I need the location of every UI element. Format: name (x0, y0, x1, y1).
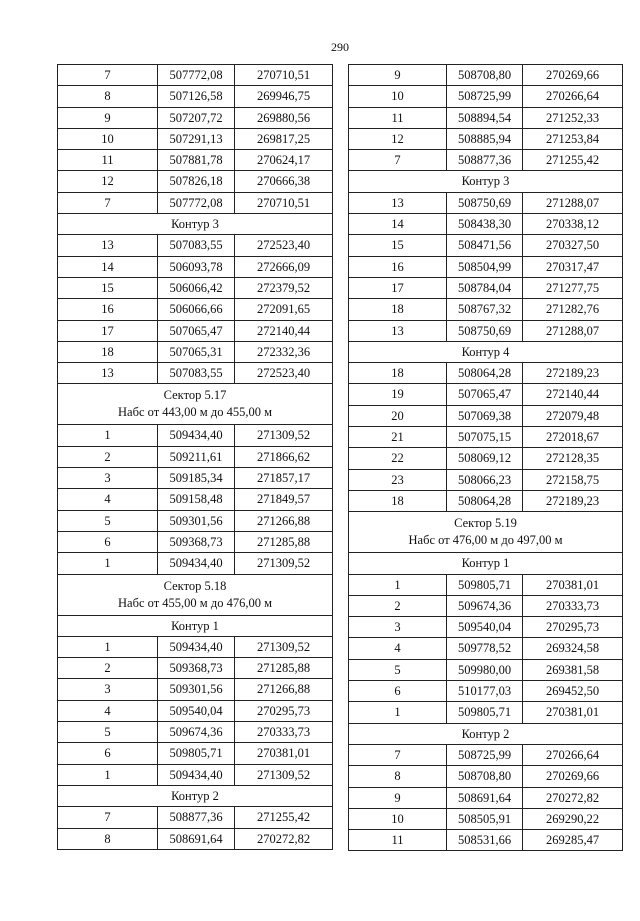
table-row (349, 405, 623, 426)
point-number-cell: 2 (58, 446, 158, 467)
table-row (349, 363, 623, 384)
x-coordinate-cell: 509211,61 (158, 446, 235, 467)
point-number-cell: 20 (349, 405, 447, 426)
y-coordinate-cell: 270272,82 (235, 828, 333, 849)
x-coordinate-cell: 506066,42 (158, 277, 235, 298)
point-number-cell: 9 (349, 787, 447, 808)
sector-height-range: Набс от 443,00 м до 455,00 м (118, 405, 272, 420)
x-coordinate-cell: 510177,03 (447, 681, 523, 702)
point-number-cell: 9 (58, 107, 158, 128)
table-row (58, 107, 333, 128)
page-number: 290 (331, 40, 349, 54)
x-coordinate-cell: 508531,66 (447, 830, 523, 851)
y-coordinate-cell: 270317,47 (523, 256, 623, 277)
table-row (58, 531, 333, 552)
point-number-cell: 14 (58, 256, 158, 277)
x-coordinate-cell: 508708,80 (447, 65, 523, 86)
x-coordinate-cell: 508708,80 (447, 766, 523, 787)
table-row (58, 489, 333, 510)
table-row (58, 425, 333, 446)
point-number-cell: 10 (58, 128, 158, 149)
point-number-cell: 4 (58, 489, 158, 510)
table-row (349, 659, 623, 680)
sector-height-range: Набс от 476,00 м до 497,00 м (408, 533, 563, 548)
y-coordinate-cell: 269290,22 (523, 808, 623, 829)
table-row (58, 86, 333, 107)
table-row (58, 743, 333, 764)
x-coordinate-cell: 508691,64 (447, 787, 523, 808)
x-coordinate-cell: 508725,99 (447, 744, 523, 765)
table-row (349, 574, 623, 595)
left-table-body (58, 65, 333, 850)
table-row (349, 214, 623, 235)
x-coordinate-cell: 509434,40 (158, 764, 235, 785)
sector-header-row (349, 512, 623, 553)
x-coordinate-cell: 508877,36 (447, 150, 523, 171)
y-coordinate-cell: 272018,67 (523, 427, 623, 448)
table-row (58, 320, 333, 341)
x-coordinate-cell: 507291,13 (158, 128, 235, 149)
x-coordinate-cell: 509368,73 (158, 531, 235, 552)
point-number-cell: 2 (58, 658, 158, 679)
right-table-body (349, 65, 623, 851)
point-number-cell: 13 (349, 320, 447, 341)
x-coordinate-cell: 507772,08 (158, 65, 235, 86)
x-coordinate-cell: 509674,36 (158, 722, 235, 743)
y-coordinate-cell: 270624,17 (235, 150, 333, 171)
table-row (349, 595, 623, 616)
point-number-cell: 5 (349, 659, 447, 680)
point-number-cell: 11 (58, 150, 158, 171)
x-coordinate-cell: 509185,34 (158, 468, 235, 489)
table-row (58, 722, 333, 743)
point-number-cell: 23 (349, 469, 447, 490)
x-coordinate-cell: 508505,91 (447, 808, 523, 829)
y-coordinate-cell: 270272,82 (523, 787, 623, 808)
x-coordinate-cell: 507772,08 (158, 192, 235, 213)
x-coordinate-cell: 509805,71 (447, 574, 523, 595)
table-row (349, 681, 623, 702)
point-number-cell: 3 (58, 468, 158, 489)
x-coordinate-cell: 507126,58 (158, 86, 235, 107)
x-coordinate-cell: 508877,36 (158, 807, 235, 828)
x-coordinate-cell: 508471,56 (447, 235, 523, 256)
y-coordinate-cell: 270295,73 (523, 617, 623, 638)
point-number-cell: 6 (58, 531, 158, 552)
contour-header-row (58, 615, 333, 636)
point-number-cell: 13 (58, 235, 158, 256)
y-coordinate-cell: 271285,88 (235, 658, 333, 679)
table-row (349, 830, 623, 851)
contour-header: Контур 3 (58, 214, 333, 235)
point-number-cell: 9 (349, 65, 447, 86)
contour-header: Контур 4 (349, 341, 623, 362)
point-number-cell: 1 (58, 425, 158, 446)
table-row (349, 235, 623, 256)
table-row (58, 256, 333, 277)
contour-header-row (58, 785, 333, 806)
table-row (349, 86, 623, 107)
point-number-cell: 10 (349, 808, 447, 829)
point-number-cell: 15 (58, 277, 158, 298)
y-coordinate-cell: 272128,35 (523, 448, 623, 469)
x-coordinate-cell: 508064,28 (447, 363, 523, 384)
x-coordinate-cell: 507065,47 (158, 320, 235, 341)
point-number-cell: 16 (58, 299, 158, 320)
y-coordinate-cell: 271252,33 (523, 107, 623, 128)
y-coordinate-cell: 269381,58 (523, 659, 623, 680)
table-row (58, 658, 333, 679)
x-coordinate-cell: 506093,78 (158, 256, 235, 277)
x-coordinate-cell: 509434,40 (158, 636, 235, 657)
x-coordinate-cell: 509368,73 (158, 658, 235, 679)
table-row (58, 764, 333, 785)
table-row (349, 490, 623, 511)
y-coordinate-cell: 269880,56 (235, 107, 333, 128)
x-coordinate-cell: 508064,28 (447, 490, 523, 511)
table-row (58, 299, 333, 320)
point-number-cell: 18 (58, 341, 158, 362)
point-number-cell: 17 (349, 277, 447, 298)
x-coordinate-cell: 507065,31 (158, 341, 235, 362)
y-coordinate-cell: 269817,25 (235, 128, 333, 149)
point-number-cell: 6 (349, 681, 447, 702)
y-coordinate-cell: 272523,40 (235, 235, 333, 256)
table-row (349, 277, 623, 298)
table-row (349, 808, 623, 829)
y-coordinate-cell: 271309,52 (235, 764, 333, 785)
point-number-cell: 14 (349, 214, 447, 235)
table-row (58, 277, 333, 298)
y-coordinate-cell: 271277,75 (523, 277, 623, 298)
point-number-cell: 12 (349, 128, 447, 149)
table-row (349, 702, 623, 723)
y-coordinate-cell: 271857,17 (235, 468, 333, 489)
point-number-cell: 1 (349, 702, 447, 723)
point-number-cell: 2 (349, 595, 447, 616)
point-number-cell: 5 (58, 510, 158, 531)
y-coordinate-cell: 272079,48 (523, 405, 623, 426)
x-coordinate-cell: 508066,23 (447, 469, 523, 490)
point-number-cell: 7 (58, 192, 158, 213)
y-coordinate-cell: 270381,01 (235, 743, 333, 764)
table-row (58, 150, 333, 171)
x-coordinate-cell: 507207,72 (158, 107, 235, 128)
y-coordinate-cell: 271309,52 (235, 553, 333, 574)
table-row (349, 299, 623, 320)
y-coordinate-cell: 270381,01 (523, 574, 623, 595)
contour-header-row (349, 341, 623, 362)
table-row (349, 787, 623, 808)
x-coordinate-cell: 507083,55 (158, 363, 235, 384)
table-row (58, 65, 333, 86)
sector-header (58, 384, 333, 425)
y-coordinate-cell: 270338,12 (523, 214, 623, 235)
point-number-cell: 5 (58, 722, 158, 743)
y-coordinate-cell: 272379,52 (235, 277, 333, 298)
point-number-cell: 17 (58, 320, 158, 341)
y-coordinate-cell: 270666,38 (235, 171, 333, 192)
point-number-cell: 18 (349, 363, 447, 384)
x-coordinate-cell: 509301,56 (158, 510, 235, 531)
table-row (58, 192, 333, 213)
point-number-cell: 8 (58, 86, 158, 107)
point-number-cell: 7 (349, 744, 447, 765)
x-coordinate-cell: 508894,54 (447, 107, 523, 128)
table-row (58, 128, 333, 149)
y-coordinate-cell: 272140,44 (523, 384, 623, 405)
y-coordinate-cell: 271253,84 (523, 128, 623, 149)
y-coordinate-cell: 272140,44 (235, 320, 333, 341)
contour-header: Контур 2 (58, 785, 333, 806)
right-coordinates-table (348, 64, 623, 851)
point-number-cell: 1 (58, 764, 158, 785)
y-coordinate-cell: 269946,75 (235, 86, 333, 107)
table-row (58, 553, 333, 574)
y-coordinate-cell: 271309,52 (235, 425, 333, 446)
point-number-cell: 4 (349, 638, 447, 659)
x-coordinate-cell: 506066,66 (158, 299, 235, 320)
table-row (58, 446, 333, 467)
y-coordinate-cell: 272189,23 (523, 490, 623, 511)
table-row (349, 256, 623, 277)
x-coordinate-cell: 508784,04 (447, 277, 523, 298)
table-row (58, 341, 333, 362)
y-coordinate-cell: 271866,62 (235, 446, 333, 467)
y-coordinate-cell: 271849,57 (235, 489, 333, 510)
table-row (58, 807, 333, 828)
table-row (58, 828, 333, 849)
sector-header (58, 574, 333, 615)
y-coordinate-cell: 269452,50 (523, 681, 623, 702)
y-coordinate-cell: 271282,76 (523, 299, 623, 320)
y-coordinate-cell: 270269,66 (523, 766, 623, 787)
point-number-cell: 22 (349, 448, 447, 469)
y-coordinate-cell: 272523,40 (235, 363, 333, 384)
x-coordinate-cell: 507881,78 (158, 150, 235, 171)
table-row (349, 320, 623, 341)
y-coordinate-cell: 272189,23 (523, 363, 623, 384)
contour-header: Контур 3 (349, 171, 623, 192)
table-row (349, 150, 623, 171)
x-coordinate-cell: 508767,32 (447, 299, 523, 320)
table-row (58, 636, 333, 657)
table-row (349, 448, 623, 469)
point-number-cell: 11 (349, 107, 447, 128)
x-coordinate-cell: 509778,52 (447, 638, 523, 659)
table-row (58, 363, 333, 384)
table-row (349, 107, 623, 128)
point-number-cell: 3 (58, 679, 158, 700)
point-number-cell: 10 (349, 86, 447, 107)
y-coordinate-cell: 270710,51 (235, 192, 333, 213)
point-number-cell: 21 (349, 427, 447, 448)
contour-header-row (349, 553, 623, 574)
contour-header-row (349, 171, 623, 192)
y-coordinate-cell: 270269,66 (523, 65, 623, 86)
y-coordinate-cell: 271288,07 (523, 192, 623, 213)
point-number-cell: 4 (58, 700, 158, 721)
x-coordinate-cell: 507069,38 (447, 405, 523, 426)
table-row (349, 638, 623, 659)
y-coordinate-cell: 272091,65 (235, 299, 333, 320)
y-coordinate-cell: 269285,47 (523, 830, 623, 851)
point-number-cell: 16 (349, 256, 447, 277)
point-number-cell: 12 (58, 171, 158, 192)
y-coordinate-cell: 270710,51 (235, 65, 333, 86)
x-coordinate-cell: 508438,30 (447, 214, 523, 235)
table-row (349, 384, 623, 405)
table-row (349, 766, 623, 787)
y-coordinate-cell: 271255,42 (235, 807, 333, 828)
table-row (58, 235, 333, 256)
y-coordinate-cell: 271266,88 (235, 679, 333, 700)
x-coordinate-cell: 508725,99 (447, 86, 523, 107)
point-number-cell: 8 (58, 828, 158, 849)
x-coordinate-cell: 509434,40 (158, 425, 235, 446)
point-number-cell: 1 (58, 553, 158, 574)
point-number-cell: 13 (349, 192, 447, 213)
contour-header-row (349, 723, 623, 744)
x-coordinate-cell: 509158,48 (158, 489, 235, 510)
point-number-cell: 18 (349, 490, 447, 511)
point-number-cell: 1 (58, 636, 158, 657)
x-coordinate-cell: 508750,69 (447, 320, 523, 341)
table-row (349, 192, 623, 213)
y-coordinate-cell: 272332,36 (235, 341, 333, 362)
x-coordinate-cell: 509980,00 (447, 659, 523, 680)
x-coordinate-cell: 507083,55 (158, 235, 235, 256)
sector-header (349, 512, 623, 553)
table-row (349, 744, 623, 765)
point-number-cell: 19 (349, 384, 447, 405)
point-number-cell: 3 (349, 617, 447, 638)
point-number-cell: 18 (349, 299, 447, 320)
point-number-cell: 7 (349, 150, 447, 171)
x-coordinate-cell: 509540,04 (447, 617, 523, 638)
sector-title: Сектор 5.18 (163, 578, 227, 593)
table-row (58, 468, 333, 489)
y-coordinate-cell: 270333,73 (235, 722, 333, 743)
x-coordinate-cell: 509674,36 (447, 595, 523, 616)
sector-height-range: Набс от 455,00 м до 476,00 м (118, 595, 272, 610)
y-coordinate-cell: 270381,01 (523, 702, 623, 723)
table-row (349, 65, 623, 86)
point-number-cell: 15 (349, 235, 447, 256)
x-coordinate-cell: 507075,15 (447, 427, 523, 448)
contour-header-row (58, 214, 333, 235)
sector-title: Сектор 5.19 (454, 516, 517, 531)
y-coordinate-cell: 270266,64 (523, 86, 623, 107)
table-row (349, 128, 623, 149)
x-coordinate-cell: 509805,71 (447, 702, 523, 723)
point-number-cell: 7 (58, 807, 158, 828)
x-coordinate-cell: 507065,47 (447, 384, 523, 405)
y-coordinate-cell: 270327,50 (523, 235, 623, 256)
x-coordinate-cell: 509301,56 (158, 679, 235, 700)
x-coordinate-cell: 508885,94 (447, 128, 523, 149)
y-coordinate-cell: 271255,42 (523, 150, 623, 171)
y-coordinate-cell: 272666,09 (235, 256, 333, 277)
left-coordinates-table (57, 64, 333, 850)
y-coordinate-cell: 271266,88 (235, 510, 333, 531)
table-row (349, 427, 623, 448)
table-row (58, 679, 333, 700)
x-coordinate-cell: 508069,12 (447, 448, 523, 469)
y-coordinate-cell: 270333,73 (523, 595, 623, 616)
table-row (349, 469, 623, 490)
contour-header: Контур 1 (349, 553, 623, 574)
point-number-cell: 11 (349, 830, 447, 851)
y-coordinate-cell: 269324,58 (523, 638, 623, 659)
sector-header-row (58, 384, 333, 425)
x-coordinate-cell: 509540,04 (158, 700, 235, 721)
point-number-cell: 13 (58, 363, 158, 384)
x-coordinate-cell: 508750,69 (447, 192, 523, 213)
point-number-cell: 7 (58, 65, 158, 86)
y-coordinate-cell: 271309,52 (235, 636, 333, 657)
table-row (58, 510, 333, 531)
y-coordinate-cell: 271288,07 (523, 320, 623, 341)
table-row (58, 700, 333, 721)
y-coordinate-cell: 271285,88 (235, 531, 333, 552)
point-number-cell: 1 (349, 574, 447, 595)
contour-header: Контур 2 (349, 723, 623, 744)
point-number-cell: 6 (58, 743, 158, 764)
x-coordinate-cell: 508504,99 (447, 256, 523, 277)
table-row (349, 617, 623, 638)
sector-header-row (58, 574, 333, 615)
y-coordinate-cell: 270295,73 (235, 700, 333, 721)
table-row (58, 171, 333, 192)
sector-title: Сектор 5.17 (163, 388, 227, 403)
x-coordinate-cell: 508691,64 (158, 828, 235, 849)
x-coordinate-cell: 509805,71 (158, 743, 235, 764)
x-coordinate-cell: 507826,18 (158, 171, 235, 192)
x-coordinate-cell: 509434,40 (158, 553, 235, 574)
y-coordinate-cell: 270266,64 (523, 744, 623, 765)
y-coordinate-cell: 272158,75 (523, 469, 623, 490)
contour-header: Контур 1 (58, 615, 333, 636)
point-number-cell: 8 (349, 766, 447, 787)
